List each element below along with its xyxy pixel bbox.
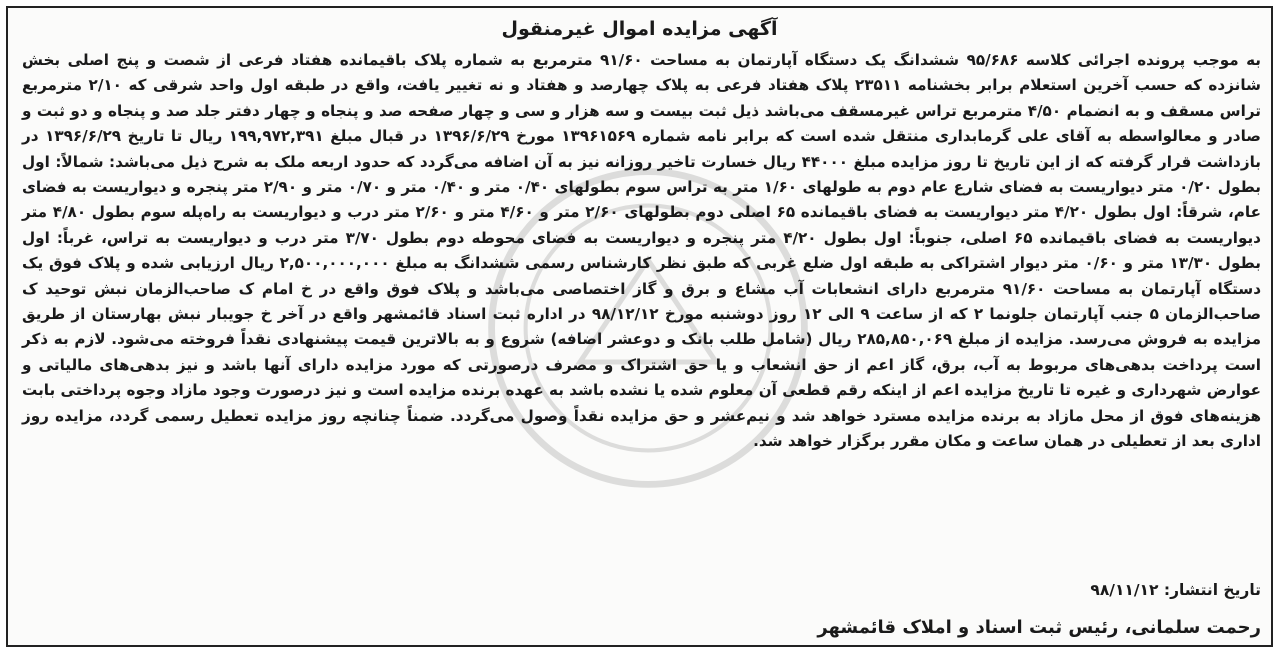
notice-body-paragraph: به موجب پرونده اجرائی کلاسه ۹۵/۶۸۶ ششدانگ یک دستگاه آپارتمان به مساحت ۹۱/۶۰ مترمربع به شماره پلاک باقیمانده هفتاد فرعی از شصت و پنج اصلی بخش شانزده که حسب آخرین استعلام برابر بخشنامه ۲۳۵۱۱ پلاک هفتاد فرعی به پلاک چهارصد و هفتاد و نه تغییر یافت، واقع در طبقه اول واحد شرقی که ۲/۱۰ مترمربع تراس مسقف و به انضمام ۴/۵۰ مترمربع تراس غیرمسقف می‌باشد ذیل ثبت بیست و سه هزار و سی و چهار صفحه صد و پنجاه و چهار دفتر جلد صد و پنجاه و دو ثبت و صادر و معالواسطه به آقای علی گرمابداری منتقل شده است که برابر نامه شماره ۱۳۹۶۱۵۶۹ مورخ ۱۳۹۶/۶/۲۹ در قبال مبلغ ۱۹۹,۹۷۲,۳۹۱ ریال تا تاریخ ۱۳۹۶/۶/۲۹ در بازداشت قرار گرفته که از این تاریخ تا روز مزایده مبلغ ۴۴۰۰۰ ریال خسارت تاخیر روزانه نیز به آن اضافه می‌گردد که حدود اربعه ملک به شرح ذیل می‌باشد: شمالاً: اول بطول ۰/۲۰ متر دیواریست به فضای شارع عام دوم به طولهای ۱/۶۰ متر به تراس سوم بطولهای ۰/۴۰ متر و ۰/۴۰ متر و ۰/۷۰ متر و ۲/۹۰ متر پنجره و دیواریست به فضای عام، شرقاً: اول بطول ۴/۲۰ متر دیواریست به فضای باقیمانده ۶۵ اصلی دوم بطولهای ۲/۶۰ متر و ۴/۶۰ متر و ۲/۶۰ متر درب و دیواریست به راه‌پله سوم بطول ۴/۸۰ متر دیواریست به فضای باقیمانده ۶۵ اصلی، جنوباً: اول بطول ۴/۲۰ متر پنجره و دیواریست به فضای محوطه دوم بطول ۳/۷۰ متر درب و دیواریست به تراس، غرباً: اول بطول ۱۳/۳۰ متر و ۰/۶۰ متر دیوار اشتراکی به طبقه اول ضلع غربی که طبق نظر کارشناس رسمی ششدانگ به مبلغ ۲,۵۰۰,۰۰۰,۰۰۰ ریال ارزیابی شده و پلاک فوق یک دستگاه آپارتمان به مساحت ۹۱/۶۰ مترمربع دارای انشعابات آب مشاع و برق و گاز اختصاصی می‌باشد و پلاک فوق واقع در خ امام ک صاحب‌الزمان نبش توحید ک صاحب‌الزمان ۵ جنب آپارتمان جلونما ۲ که از ساعت ۹ الی ۱۲ روز دوشنبه مورخ ۹۸/۱۲/۱۲ در اداره ثبت اسناد قائمشهر واقع در آخر خ جویبار نبش بهارستان از طریق مزایده به فروش می‌رسد. مزایده از مبلغ ۲۸۵,۸۵۰,۰۶۹ ریال (شامل طلب بانک و دوعشر اضافه) شروع و به بالاترین قیمت پیشنهادی نقداً فروخته می‌شود. لازم به ذکر است پرداخت بدهی‌های مربوط به آب، برق، گاز اعم از حق انشعاب و یا حق اشتراک و مصرف درصورتی که مورد مزایده دارای آنها باشد و نیز بدهی‌های مالیاتی و عوارض شهرداری و غیره تا تاریخ مزایده اعم از اینکه رقم قطعی آن معلوم شده یا نشده باشد به عهده برنده مزایده است و نیز درصورت وجود مازاد وجوه پرداختی بابت هزینه‌های فوق از محل مازاد به برنده مزایده مسترد خواهد شد و نیم‌عشر و حق مزایده نقداً وصول می‌گردد. ضمناً چنانچه روز مزایده تعطیل رسمی گردد، مزایده روز اداری بعد از تعطیلی در همان ساعت و مکان مقرر برگزار خواهد شد. [22,51,1262,451]
publish-date: تاریخ انتشار: ۹۸/۱۱/۱۲ [1090,581,1261,599]
notice-title: آگهی مزایده اموال غیرمنقول [501,18,778,40]
signature: رحمت سلمانی، رئیس ثبت اسناد و املاک قائمشهر [817,617,1261,638]
notice-page [6,6,1273,647]
notice-body [22,48,1261,455]
